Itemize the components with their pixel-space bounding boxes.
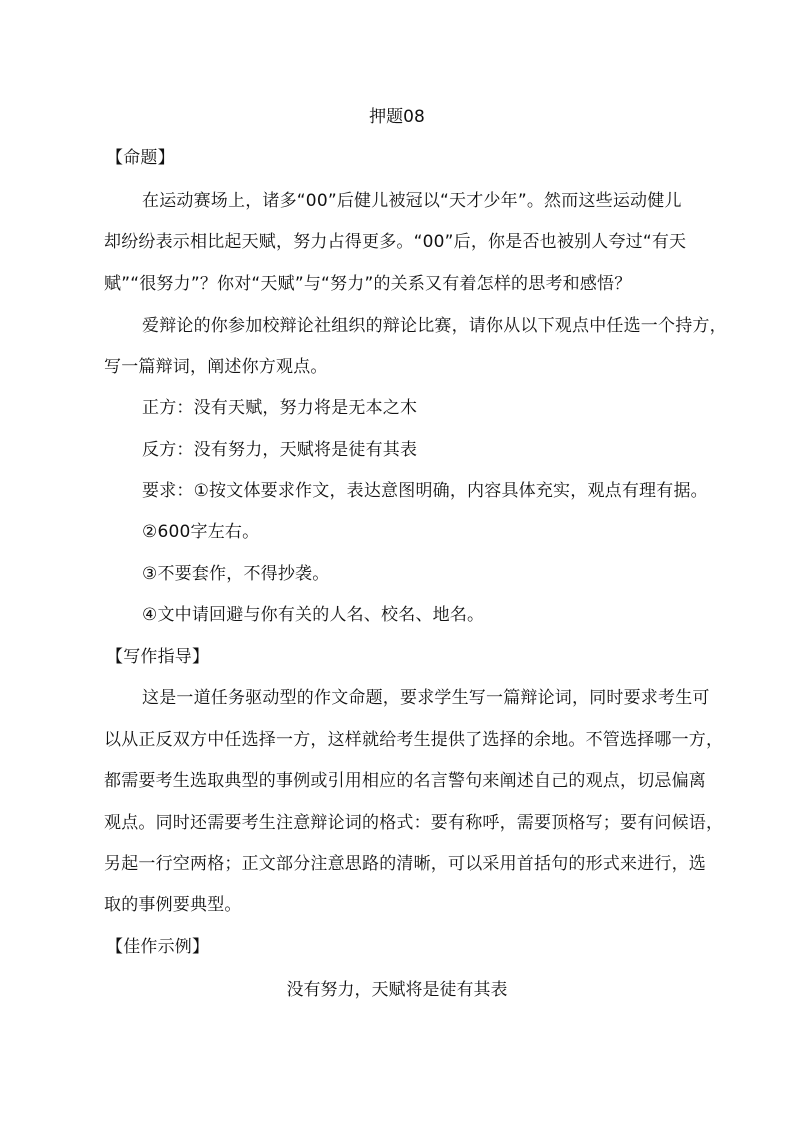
- requirement-2: ②600字左右。: [142, 522, 260, 542]
- example-heading: 【佳作示例】: [106, 937, 210, 957]
- con-position: 反方：没有努力，天赋将是徒有其表: [142, 440, 418, 460]
- guide-line4: 观点。同时还需要考生注意辩论词的格式：要有称呼，需要顶格写；要有问候语，: [104, 813, 724, 833]
- guide-heading: 【写作指导】: [106, 647, 210, 667]
- prompt-para2-line2: 写一篇辩词，阐述你方观点。: [104, 357, 328, 377]
- prompt-para1-line1: 在运动赛场上，诸多“00”后健儿被冠以“天才少年”。然而这些运动健儿: [142, 191, 682, 211]
- prompt-para1-line3: 赋”“很努力”？你对“天赋”与“努力”的关系又有着怎样的思考和感悟？: [104, 274, 632, 294]
- guide-line2: 以从正反双方中任选择一方，这样就给考生提供了选择的余地。不管选择哪一方，: [104, 730, 724, 750]
- guide-line1: 这是一道任务驱动型的作文命题，要求学生写一篇辩论词，同时要求考生可: [142, 688, 710, 708]
- prompt-para1-line2: 却纷纷表示相比起天赋，努力占得更多。“00”后，你是否也被别人夸过“有天: [104, 232, 687, 252]
- requirement-3: ③不要套作，不得抄袭。: [142, 564, 330, 584]
- guide-line5: 另起一行空两格；正文部分注意思路的清晰，可以采用首括句的形式来进行，选: [104, 854, 706, 874]
- pro-position: 正方：没有天赋，努力将是无本之木: [142, 398, 418, 418]
- requirement-1: 要求：①按文体要求作文，表达意图明确，内容具体充实，观点有理有据。: [142, 481, 708, 501]
- guide-line3: 都需要考生选取典型的事例或引用相应的名言警句来阐述自己的观点，切忌偏离: [104, 771, 706, 791]
- essay-title: 没有努力，天赋将是徒有其表: [286, 980, 508, 1000]
- document-title: 押题08: [369, 107, 425, 127]
- prompt-heading: 【命题】: [106, 148, 175, 168]
- guide-line6: 取的事例要典型。: [104, 895, 242, 915]
- requirement-4: ④文中请回避与你有关的人名、校名、地名。: [142, 605, 485, 625]
- prompt-para2-line1: 爱辩论的你参加校辩论社组织的辩论比赛，请你从以下观点中任选一个持方，: [142, 316, 727, 336]
